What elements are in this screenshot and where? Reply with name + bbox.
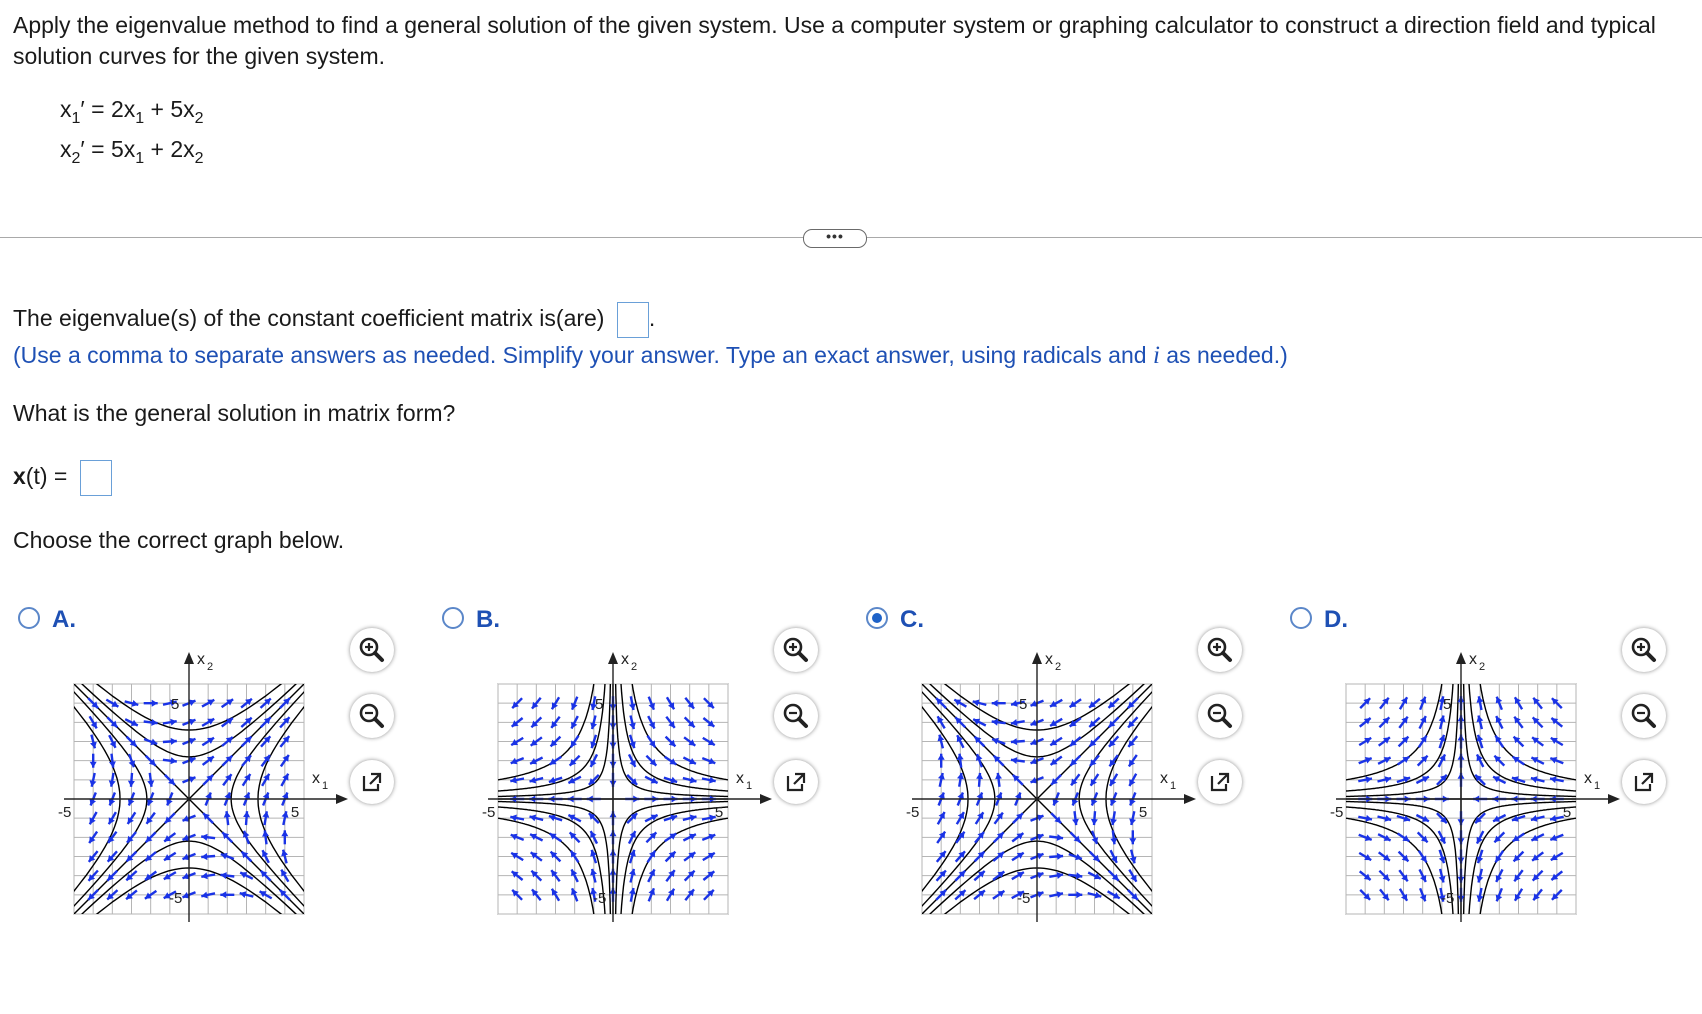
x1-label: x [1160,770,1168,787]
equation-1 [60,94,204,134]
x2-label-sub: 2 [1055,661,1062,673]
y-tick-label-pos: 5 [595,696,604,714]
phase-portrait-graph[interactable] [1332,640,1632,930]
popout-arrow [1642,774,1652,784]
option-radio-b[interactable] [442,607,464,629]
magnifier-handle [1223,653,1230,660]
popout-icon[interactable] [774,760,818,804]
eigenvalue-question [13,302,655,338]
magnifier-handle [375,653,382,660]
hint-text-after: as needed.) [1159,342,1288,368]
option-radio-d[interactable] [1290,607,1312,629]
option-label[interactable]: A. [52,606,76,633]
eq-sub: 1 [135,150,145,167]
phase-portrait-graph[interactable] [484,640,784,930]
magnifier-handle [799,653,806,660]
y-tick-label-neg: -5 [169,889,183,907]
x1-label-sub: 1 [1594,780,1601,792]
x2-axis-arrow [608,652,618,664]
magnifier-handle [1647,653,1654,660]
popout-arrow [1218,774,1228,784]
option-label[interactable]: B. [476,606,500,633]
zoom-in-icon[interactable] [1198,628,1242,672]
zoom-out-icon[interactable] [1198,694,1242,738]
x-tick-label-pos: 5 [290,804,300,821]
x2-axis-arrow [184,652,194,664]
x2-label-sub: 2 [207,661,214,673]
eq-prime: ′ = [80,136,111,162]
show-more-button[interactable]: ••• [803,229,867,248]
zoom-in-icon[interactable] [1622,628,1666,672]
eigenvalue-period: . [648,305,656,332]
popout-icon[interactable] [350,760,394,804]
x-rest: (t) = [25,463,68,490]
zoom-out-icon[interactable] [774,694,818,738]
eq-term: + 2x [144,136,195,162]
x-tick-label-neg: -5 [482,804,496,821]
x-tick-label-pos: 5 [1562,804,1572,821]
x2-label: x [1469,651,1477,668]
popout-icon[interactable] [1198,760,1242,804]
hint-i: i [1152,342,1160,369]
x2-label-sub: 2 [631,661,638,673]
equation-2 [60,134,204,174]
x1-axis-arrow [1608,794,1620,804]
x-tick-label-neg: -5 [906,804,920,821]
option-radio-a[interactable] [18,607,40,629]
magnifier-handle [375,719,382,726]
solution-row [13,460,112,496]
popout-arrow [370,774,380,784]
x1-axis-arrow [1184,794,1196,804]
x2-label: x [621,651,629,668]
x-tick-label-neg: -5 [58,804,72,821]
solution-curve [346,104,1702,730]
y-tick-label-neg: -5 [593,889,607,907]
x1-label: x [312,770,320,787]
y-tick-label-pos: 5 [171,696,180,714]
eq-term: 5x [110,136,136,162]
eigenvalue-label: The eigenvalue(s) of the constant coefficient matrix is(are) [13,305,605,332]
x-tick-label-pos: 5 [1138,804,1148,821]
general-solution-input[interactable] [80,460,112,496]
eq-sub: 2 [194,110,204,127]
option-radio-c[interactable] [866,607,888,629]
x2-label-sub: 2 [1479,661,1486,673]
magnifier-handle [1647,719,1654,726]
magnifier-handle [799,719,806,726]
zoom-out-icon[interactable] [1622,694,1666,738]
solution-curve [479,0,611,783]
y-tick-label-neg: -5 [1017,889,1031,907]
hint-text-before: (Use a comma to separate answers as needed. Simplify your answer. Type an exact answer, using radicals and [13,342,1153,368]
x2-label: x [1045,651,1053,668]
problem-prompt: Apply the eigenvalue method to find a general solution of the given system. Use a computer system or graphing calculator to construct a direction field and typical solution curves for the given system. [13,12,1656,69]
eq-sub: 1 [135,110,145,127]
x1-label-sub: 1 [322,780,329,792]
y-tick-label-pos: 5 [1443,696,1452,714]
eq-sub: 2 [194,150,204,167]
x1-axis-arrow [760,794,772,804]
eigenvalue-input[interactable] [617,302,649,338]
eq-lhs-var: x [60,136,72,162]
eq-term: + 5x [144,96,195,122]
magnifier-handle [1223,719,1230,726]
eigenvalue-hint [13,340,1288,371]
zoom-out-icon[interactable] [350,694,394,738]
option-label[interactable]: C. [900,606,924,633]
eq-lhs-sub: 2 [71,150,81,167]
x1-label-sub: 1 [746,780,753,792]
x1-label: x [736,770,744,787]
graph-question: Choose the correct graph below. [13,527,345,553]
phase-portrait-graph[interactable] [60,640,360,930]
zoom-in-icon[interactable] [774,628,818,672]
eq-term: 2x [110,96,136,122]
x2-label: x [197,651,205,668]
x1-label-sub: 1 [1170,780,1177,792]
zoom-in-icon[interactable] [350,628,394,672]
x2-axis-arrow [1456,652,1466,664]
x1-label: x [1584,770,1592,787]
option-label[interactable]: D. [1324,606,1348,633]
x-bold: x [13,463,26,490]
x-tick-label-pos: 5 [714,804,724,821]
popout-icon[interactable] [1622,760,1666,804]
phase-portrait-graph[interactable] [908,640,1208,930]
x2-axis-arrow [1032,652,1042,664]
y-tick-label-neg: -5 [1441,889,1455,907]
general-solution-question: What is the general solution in matrix form? [13,400,456,426]
popout-arrow [794,774,804,784]
x-tick-label-neg: -5 [1330,804,1344,821]
solution-curve [1327,0,1459,783]
eq-lhs-var: x [60,96,72,122]
eq-lhs-sub: 1 [71,110,81,127]
y-tick-label-pos: 5 [1019,696,1028,714]
eq-prime: ′ = [80,96,111,122]
x1-axis-arrow [336,794,348,804]
